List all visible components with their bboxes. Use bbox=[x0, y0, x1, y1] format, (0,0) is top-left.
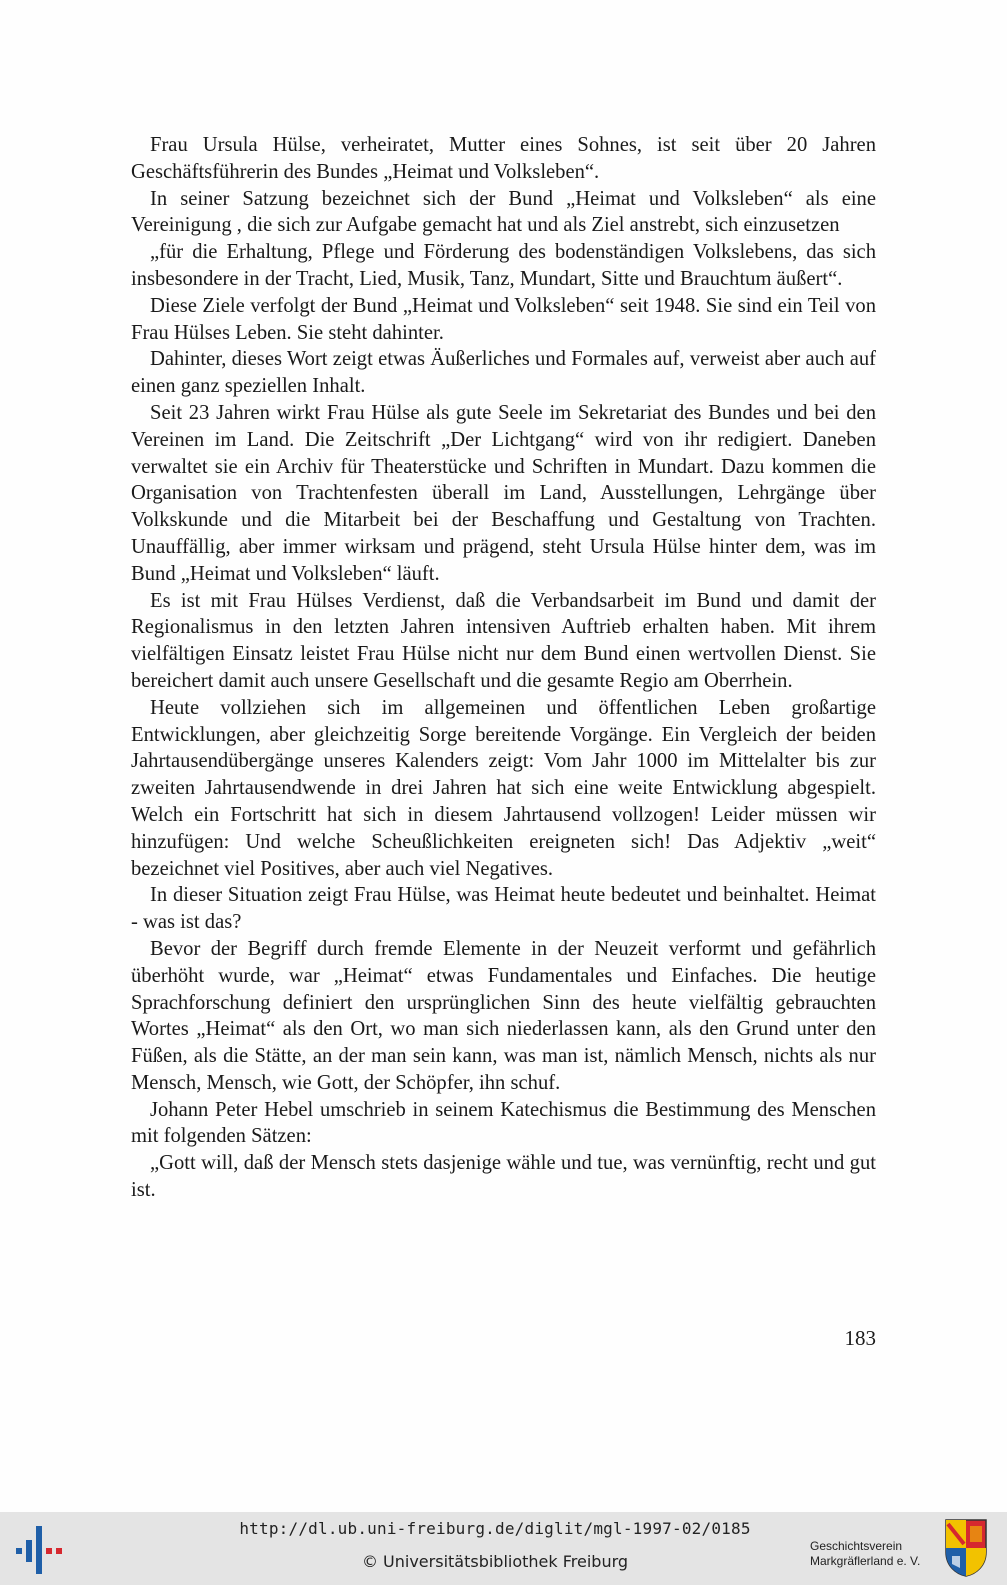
paragraph: Johann Peter Hebel umschrieb in seinem Katechismus die Bestimmung des Menschen mit folgenden Sätzen: bbox=[131, 1098, 876, 1148]
society-name bbox=[810, 1539, 935, 1569]
paragraph: In dieser Situation zeigt Frau Hülse, was Heimat heute bedeutet und beinhaltet. Heimat - was ist das? bbox=[131, 884, 876, 934]
body-text bbox=[131, 132, 876, 1204]
paragraph: Diese Ziele verfolgt der Bund „Heimat und Volksleben“ seit 1948. Sie sind ein Teil von Frau Hülses Leben. Sie steht dahinter. bbox=[131, 294, 876, 344]
paragraph: Heute vollziehen sich im allgemeinen und öffentlichen Leben großartige Entwicklungen, aber gleichzeitig Sorge bereitende Vorgänge. Ein Vergleich der beiden Jahrtausendübergänge unseres Kalenders zeigt: Vom Jahr 1000 im Mittelalter bis zur zweiten Jahrtausendwende in drei Jahren hat sich eine weite Entwicklung abgespielt. Welch ein Fortschritt hat sich in diesem Jahrtausend vollzogen! Leider müssen wir hinzufügen: Und welche Scheußlichkeiten ereigneten sich! Das Adjektiv „weit“ bezeichnet viel Positives, aber auch viel Negatives. bbox=[131, 696, 876, 880]
coat-of-arms-icon bbox=[944, 1518, 988, 1578]
page-number: 183 bbox=[844, 1326, 876, 1350]
ub-freiburg-logo-icon[interactable] bbox=[12, 1526, 64, 1574]
society-line-1: Geschichtsverein bbox=[810, 1539, 903, 1553]
paragraph: In seiner Satzung bezeichnet sich der Bund „Heimat und Volksleben“ als eine Vereinigung , die sich zur Aufgabe gemacht hat und als Ziel anstrebt, sich einzusetzen bbox=[131, 187, 876, 237]
document-url[interactable]: http://dl.ub.uni-freiburg.de/diglit/mgl-1997-02/0185 bbox=[239, 1519, 751, 1538]
quote-paragraph: „für die Erhaltung, Pflege und Förderung des bodenständigen Volkslebens, das sich insbesondere in der Tracht, Lied, Musik, Tanz, Mundart, Sitte und Brauchtum äußert“. bbox=[131, 241, 876, 290]
society-line-2: Markgräflerland e. V. bbox=[810, 1554, 921, 1568]
paragraph: Es ist mit Frau Hülses Verdienst, daß die Verbandsarbeit im Bund und damit der Regionalismus in den letzten Jahren intensiven Auftrieb erhalten haben. Mit ihrem vielfältigen Einsatz leistet Frau Hülse nicht nur dem Bund einen wertvollen Dienst. Sie bereichert damit auch unsere Gesellschaft und die gesamte Regio am Oberrhein. bbox=[131, 589, 876, 692]
paragraph: Bevor der Begriff durch fremde Elemente in der Neuzeit verformt und gefährlich überhöht wurde, war „Heimat“ etwas Fundamentales und Einfaches. Die heutige Sprachforschung definiert den ursprünglichen Sinn des heute vielfältig gebrauchten Wortes „Heimat“ als den Ort, wo man sich niederlassen kann, als den Grund unter den Füßen, als die Stätte, an der man sein kann, was man ist, nämlich Mensch, nichts als nur Mensch, Mensch, wie Gott, der Schöpfer, ihn schuf. bbox=[131, 937, 876, 1094]
paragraph: Frau Ursula Hülse, verheiratet, Mutter eines Sohnes, ist seit über 20 Jahren Geschäftsführerin des Bundes „Heimat und Volksleben“. bbox=[131, 134, 876, 183]
paragraph: Seit 23 Jahren wirkt Frau Hülse als gute Seele im Sekretariat des Bundes und bei den Vereinen im Land. Die Zeitschrift „Der Lichtgang“ wird von ihr redigiert. Daneben verwaltet sie ein Archiv für Theaterstücke und Schriften in Mundart. Dazu kommen die Organisation von Trachtenfesten überall im Land, Ausstellungen, Lehrgänge über Volkskunde und die Mitarbeit bei der Beschaffung und Gestaltung von Trachten. Unauffällig, aber immer wirksam und prägend, steht Ursula Hülse hinter dem, was im Bund „Heimat und Volksleben“ läuft. bbox=[131, 401, 876, 585]
paragraph: Dahinter, dieses Wort zeigt etwas Äußerliches und Formales auf, verweist aber auch auf einen ganz speziellen Inhalt. bbox=[131, 348, 876, 398]
quote-paragraph: „Gott will, daß der Mensch stets dasjenige wähle und tue, was vernünftig, recht und gut ist. bbox=[131, 1152, 876, 1202]
copyright-notice: © Universitätsbibliothek Freiburg bbox=[361, 1552, 629, 1571]
viewer-footer bbox=[0, 1512, 1007, 1585]
